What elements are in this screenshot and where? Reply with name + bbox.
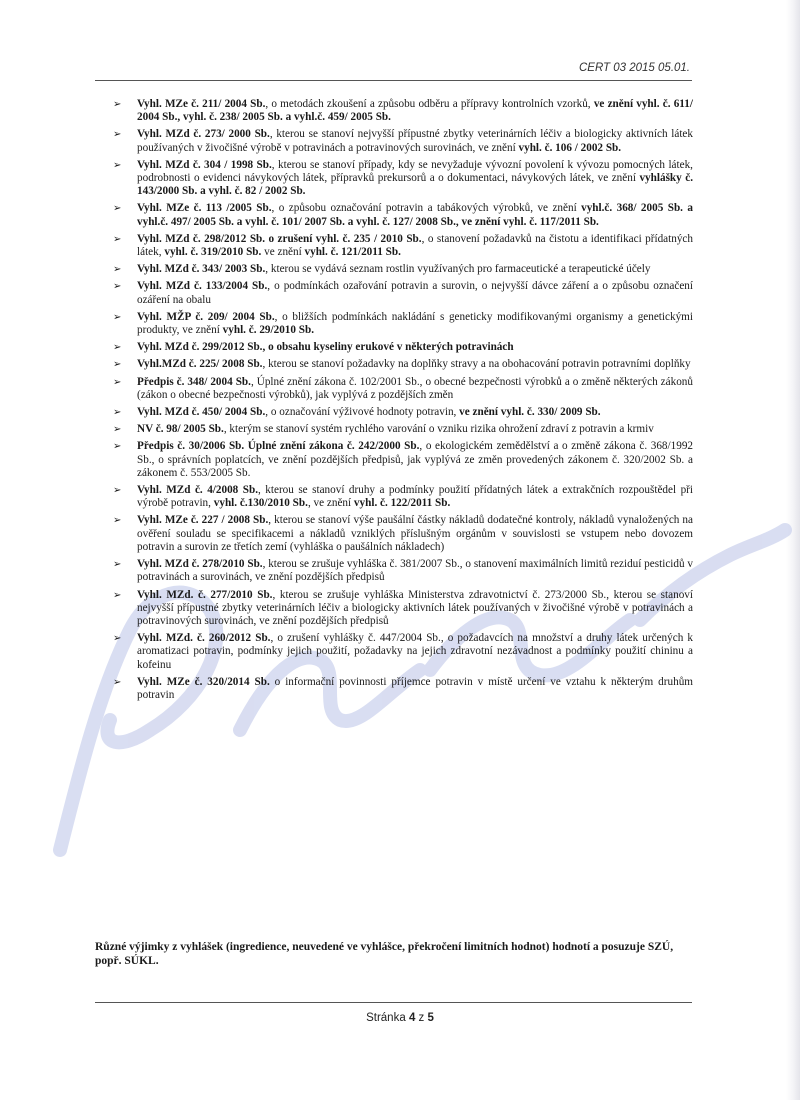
arrow-bullet-icon: ➢ xyxy=(113,203,122,215)
arrow-bullet-icon: ➢ xyxy=(113,633,122,645)
regulation-text: , o bližších podmínkách nakládání s geneticky modifikovanými organismy a genetickými produkty, ve znění xyxy=(137,310,693,337)
regulation-reference: Vyhl. MZe č. 211/ 2004 Sb. xyxy=(137,98,266,110)
regulation-text: , kterou se stanoví výše paušální částky nákladů dodatečné kontroly, nákladů vynaložených na ověření souladu se specifikacemi a nákladů vzniklých příslušným orgánům v souvislosti se vstupem nebo dovozem potravin a surovin ze třetích zemí (vyhláška o paušálních nákladech) xyxy=(137,514,693,553)
arrow-bullet-icon: ➢ xyxy=(113,99,122,110)
regulation-reference: Vyhl. MZe č. 113 /2005 Sb. xyxy=(137,202,272,215)
regulation-reference: vyhl.č. 368/ 2005 Sb. a vyhl.č. 497/ 2005 Sb. a vyhl. č. 101/ 2007 Sb. a vyhl. č. 127/ 2008 Sb., ve znění vyhl. č. 117/2011 Sb. xyxy=(137,202,693,228)
regulation-item xyxy=(113,406,693,419)
regulation-text: , kterou se zrušuje vyhláška Ministerstva zdravotnictví č. 273/2000 Sb., kterou se stanoví nejvyšší přípustné zbytky veterinárních léčiv a biologicky aktivních látek používaných v živočišné výrobě v potravinách a potravinových surovinách, ve znění pozdějších předpisů xyxy=(137,588,693,627)
regulation-item xyxy=(113,341,693,354)
arrow-bullet-icon: ➢ xyxy=(113,407,122,419)
regulation-item xyxy=(113,514,693,554)
arrow-bullet-icon: ➢ xyxy=(113,515,122,527)
arrow-bullet-icon: ➢ xyxy=(113,376,122,388)
regulation-reference: vyhl. č. 122/2011 Sb. xyxy=(353,497,451,510)
arrow-bullet-icon: ➢ xyxy=(113,311,122,323)
arrow-bullet-icon: ➢ xyxy=(113,281,122,293)
document-code: CERT 03 2015 05.01. xyxy=(578,62,690,74)
arrow-bullet-icon: ➢ xyxy=(113,441,122,453)
regulation-item xyxy=(113,676,693,702)
regulation-item xyxy=(113,311,693,337)
regulation-reference: ve znění vyhl. č. 611/ 2004 Sb., vyhl. č. 238/ 2005 Sb. a vyhl.č. 459/ 2005 Sb. xyxy=(137,98,693,124)
regulation-reference: vyhl. č.130/2010 Sb. xyxy=(213,497,308,510)
regulation-item xyxy=(113,632,693,672)
regulation-text: , kterou se stanoví nejvyšší přípustné zbytky veterinárních léčiv a biologicky aktivních látek používaných v živočišné výrobě v potravinách a potravinových surovinách, ve znění xyxy=(137,128,693,154)
regulation-text: , Úplné znění zákona č. 102/2001 Sb., o obecné bezpečnosti výrobků a o změně některých zákonů (zákon o obecné bezpečnosti výrobků), jak vyplývá z pozdějších změn xyxy=(137,375,693,401)
page-label: Stránka xyxy=(366,1012,406,1024)
header-divider xyxy=(95,80,692,81)
regulation-list xyxy=(113,98,693,702)
regulation-item xyxy=(113,423,693,436)
regulation-text: o informační povinnosti příjemce potravin v místě určení ve vztahu k některým druhům potravin xyxy=(137,675,693,701)
regulation-reference: Vyhl. MZd č. 133/2004 Sb. xyxy=(137,280,268,293)
regulation-text: , kterým se stanoví systém rychlého varování o vzniku rizika ohrožení zdraví z potravin a krmiv xyxy=(223,423,654,436)
arrow-bullet-icon: ➢ xyxy=(113,342,122,354)
regulation-text: , o způsobu označování potravin a tabákových výrobků, ve znění xyxy=(271,202,582,215)
regulation-reference: Vyhl. MZd. č. 260/2012 Sb. xyxy=(137,632,271,645)
regulation-reference: vyhl. č. 319/2010 Sb. xyxy=(164,246,262,259)
exemptions-note: Různé výjimky z vyhlášek (ingredience, neuvedené ve vyhlášce, překročení limitních hodnot) hodnotí a posuzuje SZÚ, popř. SÚKL. xyxy=(95,941,674,967)
regulation-reference: Vyhl. MZd č. 298/2012 Sb. o zrušení vyhl. č. 235 / 2010 Sb. xyxy=(137,232,422,245)
regulation-reference: vyhl. č. 29/2010 Sb. xyxy=(222,324,315,337)
regulation-item xyxy=(113,280,693,306)
regulation-text: , o podmínkách ozařování potravin a surovin, o nejvyšší dávce záření a o způsobu označení ozáření na obalu xyxy=(137,280,693,306)
regulation-item xyxy=(113,484,693,510)
regulation-reference: vyhlášky č. 143/2000 Sb. a vyhl. č. 82 / 2002 Sb. xyxy=(137,172,694,198)
regulation-text: , kterou se stanoví druhy a podmínky použití přídatných látek a extrakčních rozpouštědel při výrobě potravin, xyxy=(137,484,693,510)
regulation-text: , o stanovení požadavků na čistotu a identifikaci přídatných látek, xyxy=(137,232,693,259)
arrow-bullet-icon: ➢ xyxy=(113,676,122,688)
regulation-reference: Vyhl. MZd č. 273/ 2000 Sb. xyxy=(137,128,270,141)
regulation-text: , o metodách zkoušení a způsobu odběru a přípravy kontrolních vzorků, xyxy=(265,98,594,110)
page-number xyxy=(0,1012,800,1024)
regulation-reference: Vyhl. MZd č. 304 / 1998 Sb. xyxy=(137,158,272,171)
regulation-reference: Předpis č. 30/2006 Sb. Úplné znění zákona č. 242/2000 Sb. xyxy=(137,440,420,453)
regulation-reference: Vyhl. MZe č. 320/2014 Sb. xyxy=(137,675,270,688)
regulation-item xyxy=(113,202,693,228)
regulation-reference: ve znění vyhl. č. 330/ 2009 Sb. xyxy=(459,406,601,419)
regulation-text: , o ekologickém zemědělství a o změně zákona č. 368/1992 Sb., o správních poplatcích, ve znění pozdějších předpisů, jak vyplývá ze změn provedených zákonem č. 320/2002 Sb. a zákonem č. 553/2005 Sb. xyxy=(137,440,694,479)
scan-edge-shadow xyxy=(786,0,800,1100)
arrow-bullet-icon: ➢ xyxy=(113,485,122,497)
arrow-bullet-icon: ➢ xyxy=(113,424,122,436)
regulation-text: , kterou se vydává seznam rostlin využívaných pro farmaceutické a terapeutické účely xyxy=(265,263,651,276)
regulation-text: , kterou se stanoví případy, kdy se nevyžaduje vývozní povolení k vývozu pomocných látek, podrobnosti o evidenci návykových látek, přípravků prekursorů a o dokumentaci, návykových látek, ve znění xyxy=(137,158,693,185)
arrow-bullet-icon: ➢ xyxy=(113,129,122,141)
regulation-reference: Vyhl. MZd č. 343/ 2003 Sb. xyxy=(137,263,266,276)
regulation-list-container xyxy=(113,98,693,706)
regulation-reference: Vyhl. MZd. č. 277/2010 Sb. xyxy=(137,588,273,601)
page-current: 4 xyxy=(408,1012,416,1024)
page-of: z xyxy=(418,1012,425,1024)
arrow-bullet-icon: ➢ xyxy=(113,559,122,571)
arrow-bullet-icon: ➢ xyxy=(113,359,122,371)
arrow-bullet-icon: ➢ xyxy=(113,589,122,601)
regulation-text: , kterou se zrušuje vyhláška č. 381/2007 Sb., o stanovení maximálních limitů reziduí pesticidů v potravinách a surovinách, ve znění pozdějších předpisů xyxy=(137,558,693,584)
regulation-item xyxy=(113,558,693,584)
regulation-reference: vyhl. č. 106 / 2002 Sb. xyxy=(518,141,622,154)
regulation-item xyxy=(113,440,693,480)
arrow-bullet-icon: ➢ xyxy=(113,159,122,171)
regulation-text: , kterou se stanoví požadavky na doplňky stravy a na obohacování potravin potravními doplňky xyxy=(262,358,691,371)
regulation-reference: Vyhl. MZd č. 4/2008 Sb. xyxy=(137,484,258,497)
regulation-reference: vyhl. č. 121/2011 Sb. xyxy=(304,246,401,259)
regulation-text: ve znění xyxy=(261,246,305,259)
regulation-item xyxy=(113,589,693,629)
regulation-reference: NV č. 98/ 2005 Sb. xyxy=(137,423,224,436)
regulation-item xyxy=(113,233,693,259)
regulation-reference: Vyhl.MZd č. 225/ 2008 Sb. xyxy=(137,358,263,371)
regulation-item xyxy=(113,128,693,154)
regulation-reference: Vyhl. MZe č. 227 / 2008 Sb. xyxy=(137,514,269,527)
regulation-reference: Předpis č. 348/ 2004 Sb. xyxy=(137,375,251,388)
regulation-text: , ve znění xyxy=(307,497,354,510)
footer-divider xyxy=(95,1002,692,1003)
arrow-bullet-icon: ➢ xyxy=(113,264,122,276)
regulation-item xyxy=(113,98,693,124)
regulation-item xyxy=(113,263,693,276)
page-total: 5 xyxy=(427,1012,434,1024)
regulation-item xyxy=(113,159,693,199)
regulation-reference: Vyhl. MZd č. 450/ 2004 Sb. xyxy=(137,406,266,419)
regulation-item xyxy=(113,358,693,371)
regulation-text: , o označování výživové hodnoty potravin, xyxy=(265,406,460,419)
regulation-reference: Vyhl. MZd č. 299/2012 Sb., o obsahu kyseliny erukové v některých potravinách xyxy=(137,341,514,354)
regulation-reference: Vyhl. MZd č. 278/2010 Sb. xyxy=(137,558,263,571)
regulation-reference: Vyhl. MŽP č. 209/ 2004 Sb. xyxy=(137,310,275,323)
regulation-text: , o zrušení vyhlášky č. 447/2004 Sb., o požadavcích na množství a druhy látek určených k aromatizaci potravin, podmínky jejich použití, požadavky na jejich zdravotní nezávadnost a podmínky použití chininu a kofeinu xyxy=(137,632,693,671)
regulation-item xyxy=(113,376,693,402)
arrow-bullet-icon: ➢ xyxy=(113,233,122,245)
